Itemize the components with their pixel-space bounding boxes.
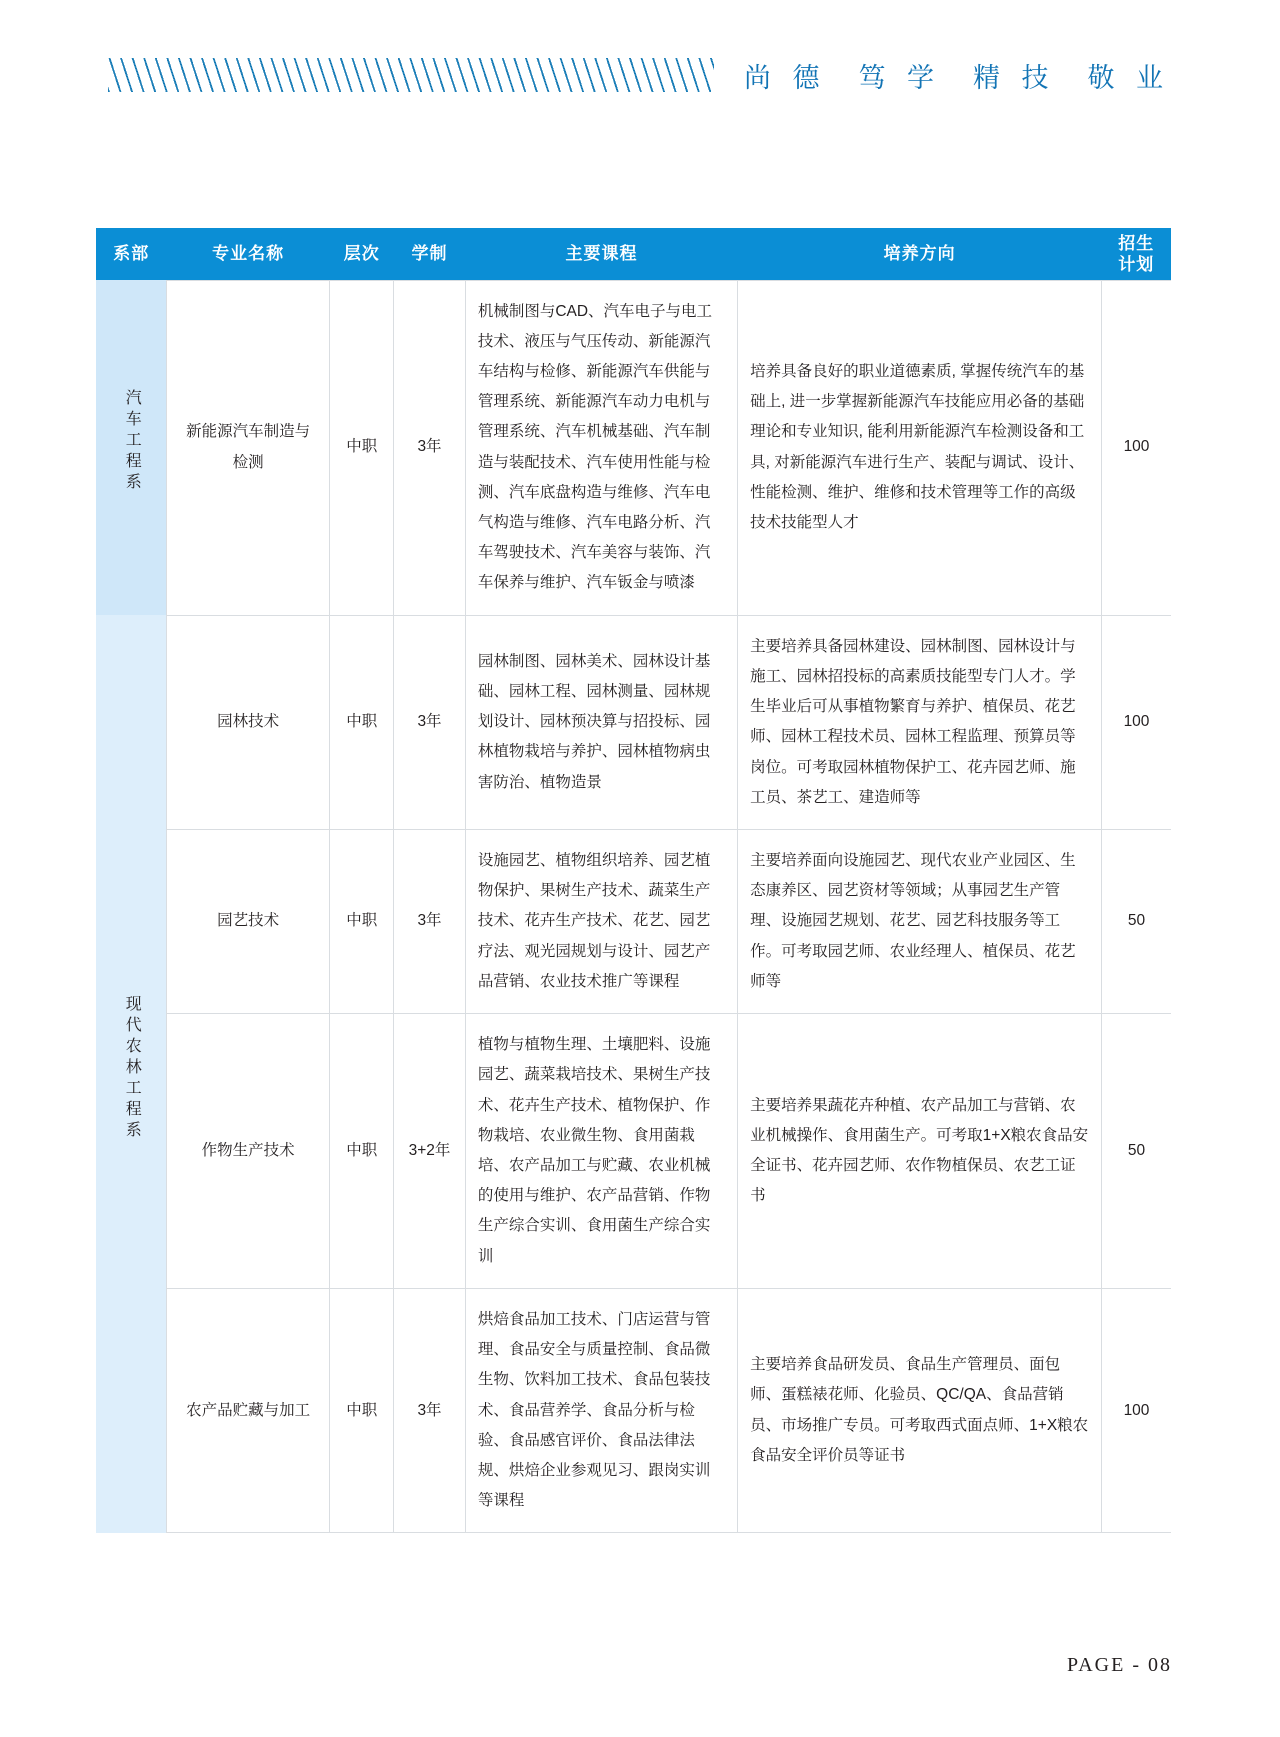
courses-cell: 机械制图与CAD、汽车电子与电工技术、液压与气压传动、新能源汽车结构与检修、新能源汽车供能与管理系统、新能源汽车动力电机与管理系统、汽车机械基础、汽车制造与装配技术、汽车使用性能与检测、汽车底盘构造与维修、汽车电气构造与维修、汽车电路分析、汽车驾驶技术、汽车美容与装饰、汽车保养与维护、汽车钣金与喷漆 — [465, 280, 737, 615]
col-header-major: 专业名称 — [167, 228, 330, 280]
majors-table — [96, 228, 1171, 1533]
table-row — [96, 280, 1171, 615]
goal-cell: 主要培养具备园林建设、园林制图、园林设计与施工、园林招投标的高素质技能型专门人才。学生毕业后可从事植物繁育与养护、植保员、花艺师、园林工程技术员、园林工程监理、预算员等岗位。可考取园林植物保护工、花卉园艺师、施工员、茶艺工、建造师等 — [738, 615, 1102, 829]
quota-cell: 100 — [1102, 615, 1172, 829]
motto-word-2: 笃 学 — [858, 62, 941, 93]
quota-cell: 50 — [1102, 1014, 1172, 1289]
duration-cell: 3+2年 — [394, 1014, 466, 1289]
dept-cell-agriculture — [96, 615, 167, 1533]
table-body — [96, 280, 1171, 1533]
table-header-row — [96, 228, 1171, 280]
goal-cell: 主要培养食品研发员、食品生产管理员、面包师、蛋糕裱花师、化验员、QC/QA、食品营销员、市场推广专员。可考取西式面点师、1+X粮农食品安全评价员等证书 — [738, 1288, 1102, 1533]
quota-cell: 100 — [1102, 1288, 1172, 1533]
page-header — [0, 0, 1280, 150]
major-name-cell: 园林技术 — [167, 615, 330, 829]
col-header-courses: 主要课程 — [465, 228, 737, 280]
table-header — [96, 228, 1171, 280]
motto-word-1: 尚 德 — [743, 62, 827, 93]
courses-cell: 设施园艺、植物组织培养、园艺植物保护、果树生产技术、蔬菜生产技术、花卉生产技术、花艺、园艺疗法、观光园规划与设计、园艺产品营销、农业技术推广等课程 — [465, 830, 737, 1014]
courses-cell: 植物与植物生理、土壤肥料、设施园艺、蔬菜栽培技术、果树生产技术、花卉生产技术、植物保护、作物栽培、农业微生物、食用菌栽培、农产品加工与贮藏、农业机械的使用与维护、农产品营销、作物生产综合实训、食用菌生产综合实训 — [465, 1014, 737, 1289]
major-name-cell: 作物生产技术 — [167, 1014, 330, 1289]
goal-cell: 主要培养面向设施园艺、现代农业产业园区、生态康养区、园艺资材等领域；从事园艺生产管理、设施园艺规划、花艺、园艺科技服务等工作。可考取园艺师、农业经理人、植保员、花艺师等 — [738, 830, 1102, 1014]
col-header-level: 层次 — [330, 228, 394, 280]
courses-cell: 烘焙食品加工技术、门店运营与管理、食品安全与质量控制、食品微生物、饮料加工技术、食品包装技术、食品营养学、食品分析与检验、食品感官评价、食品法律法规、烘焙企业参观见习、跟岗实训等课程 — [465, 1288, 737, 1533]
motto-word-3: 精 技 — [972, 62, 1056, 93]
table-row — [96, 1014, 1171, 1289]
school-motto — [744, 56, 1170, 95]
col-header-goal: 培养方向 — [738, 228, 1102, 280]
col-header-quota-line2: 计划 — [1118, 254, 1155, 274]
duration-cell: 3年 — [394, 280, 466, 615]
diagonal-stripes-icon — [108, 58, 714, 92]
col-header-quota-line1: 招生 — [1118, 233, 1155, 253]
level-cell: 中职 — [330, 1288, 394, 1533]
motto-word-4: 敬 业 — [1087, 62, 1170, 93]
major-name-cell: 园艺技术 — [167, 830, 330, 1014]
dept-label-agriculture: 现代农林工程系 — [123, 994, 141, 1142]
duration-cell: 3年 — [394, 830, 466, 1014]
courses-cell: 园林制图、园林美术、园林设计基础、园林工程、园林测量、园林规划设计、园林预决算与招投标、园林植物栽培与养护、园林植物病虫害防治、植物造景 — [465, 615, 737, 829]
dept-label-automotive: 汽车工程系 — [123, 389, 141, 495]
level-cell: 中职 — [330, 830, 394, 1014]
level-cell: 中职 — [330, 1014, 394, 1289]
goal-cell: 主要培养果蔬花卉种植、农产品加工与营销、农业机械操作、食用菌生产。可考取1+X粮农食品安全证书、花卉园艺师、农作物植保员、农艺工证书 — [738, 1014, 1102, 1289]
table-row — [96, 830, 1171, 1014]
col-header-years: 学制 — [394, 228, 466, 280]
dept-cell-automotive — [96, 280, 167, 615]
major-name-cell: 新能源汽车制造与检测 — [167, 280, 330, 615]
level-cell: 中职 — [330, 615, 394, 829]
quota-cell: 100 — [1102, 280, 1172, 615]
table-row — [96, 615, 1171, 829]
col-header-quota — [1102, 228, 1172, 280]
header-inner — [0, 56, 1170, 95]
page-number: PAGE - 08 — [1066, 1654, 1172, 1676]
major-name-cell: 农产品贮藏与加工 — [167, 1288, 330, 1533]
duration-cell: 3年 — [394, 615, 466, 829]
majors-table-wrapper — [96, 228, 1171, 1533]
table-row — [96, 1288, 1171, 1533]
quota-cell: 50 — [1102, 830, 1172, 1014]
duration-cell: 3年 — [394, 1288, 466, 1533]
goal-cell: 培养具备良好的职业道德素质, 掌握传统汽车的基础上, 进一步掌握新能源汽车技能应用必备的基础理论和专业知识, 能利用新能源汽车检测设备和工具, 对新能源汽车进行生产、装配与调试、设计、性能检测、维护、维修和技术管理等工作的高级技术技能型人才 — [738, 280, 1102, 615]
level-cell: 中职 — [330, 280, 394, 615]
col-header-dept: 系部 — [96, 228, 167, 280]
